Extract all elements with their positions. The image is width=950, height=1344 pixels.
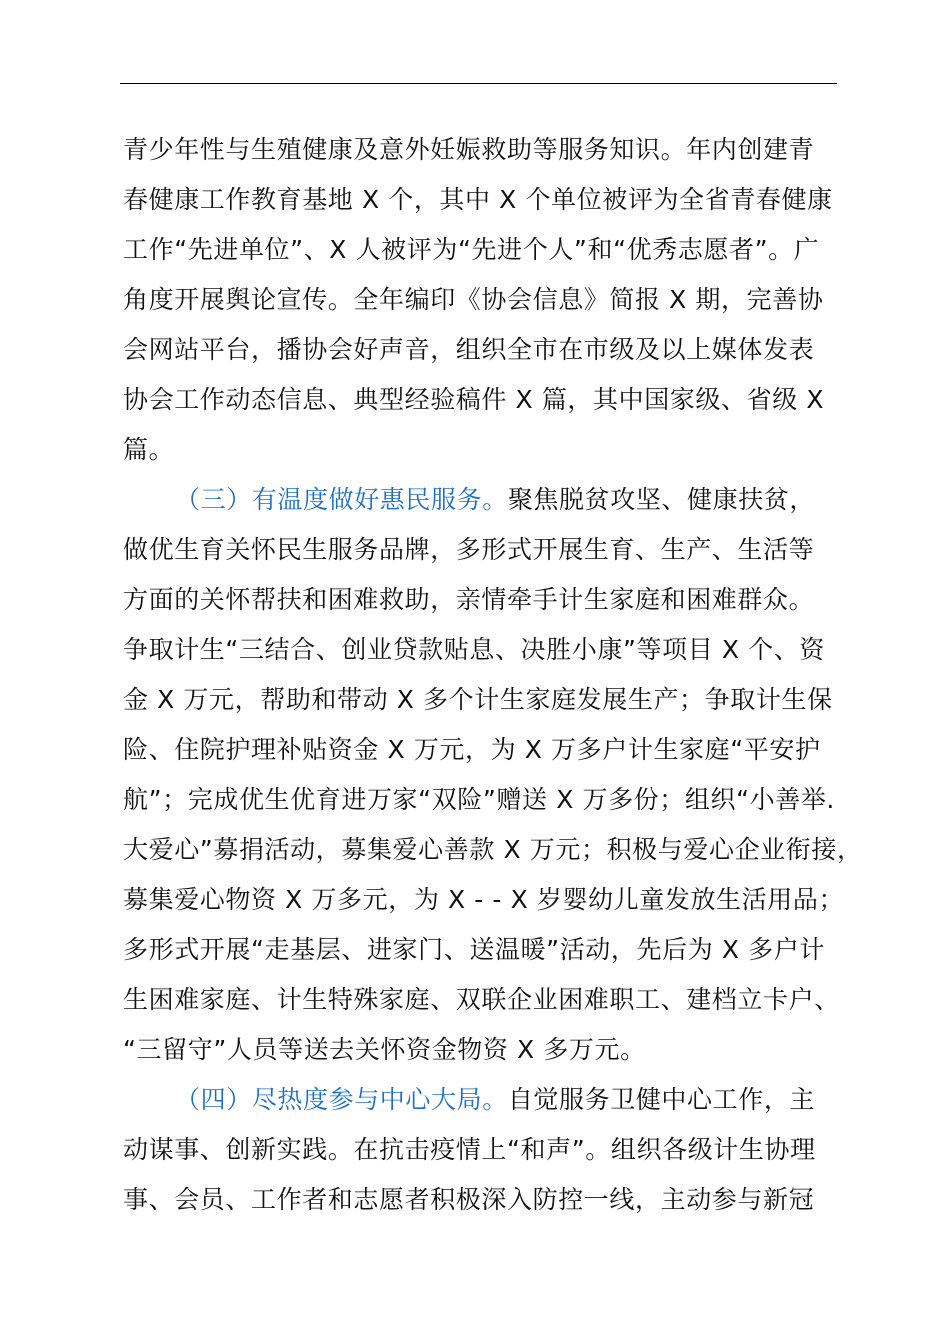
section-4-first-line-text: 自觉服务卫健中心工作，主 [507, 1085, 816, 1114]
body-line-1: 青少年性与生殖健康及意外妊娠救助等服务知识。年内创建青 [123, 135, 815, 164]
body-line-7: 篇。 [123, 435, 175, 464]
section-4-line-2: 事、会员、工作者和志愿者积极深入防控一线，主动参与新冠 [123, 1185, 815, 1214]
body-line-6: 协会工作动态信息、典型经验稿件 X 篇，其中国家级、省级 X [123, 385, 825, 414]
body-line-5: 会网站平台，播协会好声音，组织全市在市级及以上媒体发表 [123, 335, 815, 364]
section-3-line-10: 生困难家庭、计生特殊家庭、双联企业困难职工、建档立卡户、 [123, 985, 840, 1014]
section-4-first-line [175, 1080, 815, 1120]
body-line-3: 工作“先进单位”、X 人被评为“先进个人”和“优秀志愿者”。广 [123, 235, 820, 264]
section-3-line-5: 险、住院护理补贴资金 X 万元，为 X 万多户计生家庭“平安护 [123, 735, 821, 764]
section-4-heading: （四）尽热度参与中心大局。 [175, 1085, 508, 1114]
header-rule [120, 83, 837, 84]
section-3-line-6: 航”；完成优生优育进万家“双险”赠送 X 万多份；组织“小善举. [123, 785, 835, 814]
section-3-line-1: 做优生育关怀民生服务品牌，多形式开展生育、生产、生活等 [123, 535, 815, 564]
section-3-first-line-text: 聚焦脱贫攻坚、健康扶贫， [507, 485, 816, 514]
section-3-line-2: 方面的关怀帮扶和困难救助，亲情牵手计生家庭和困难群众。 [123, 585, 815, 614]
section-3-line-7: 大爱心”募捐活动，募集爱心善款 X 万元；积极与爱心企业衔接， [123, 835, 863, 864]
section-3-line-8: 募集爱心物资 X 万多元，为 X - - X 岁婴幼儿童发放生活用品； [123, 885, 845, 914]
section-3-line-3: 争取计生“三结合、创业贷款贴息、决胜小康”等项目 X 个、资 [123, 635, 825, 664]
section-3-first-line [175, 480, 815, 520]
section-4-line-1: 动谋事、创新实践。在抗击疫情上“和声”。组织各级计生协理 [123, 1135, 816, 1164]
section-3-line-11: “三留守”人员等送去关怀资金物资 X 多万元。 [123, 1035, 646, 1064]
section-3-line-9: 多形式开展“走基层、进家门、送温暖”活动，先后为 X 多户计 [123, 935, 825, 964]
section-3-line-4: 金 X 万元，帮助和带动 X 多个计生家庭发展生产；争取计生保 [123, 685, 833, 714]
section-3-heading: （三）有温度做好惠民服务。 [175, 485, 508, 514]
body-line-2: 春健康工作教育基地 X 个，其中 X 个单位被评为全省青春健康 [123, 185, 833, 214]
body-line-4: 角度开展舆论宣传。全年编印《协会信息》简报 X 期，完善协 [123, 285, 824, 314]
